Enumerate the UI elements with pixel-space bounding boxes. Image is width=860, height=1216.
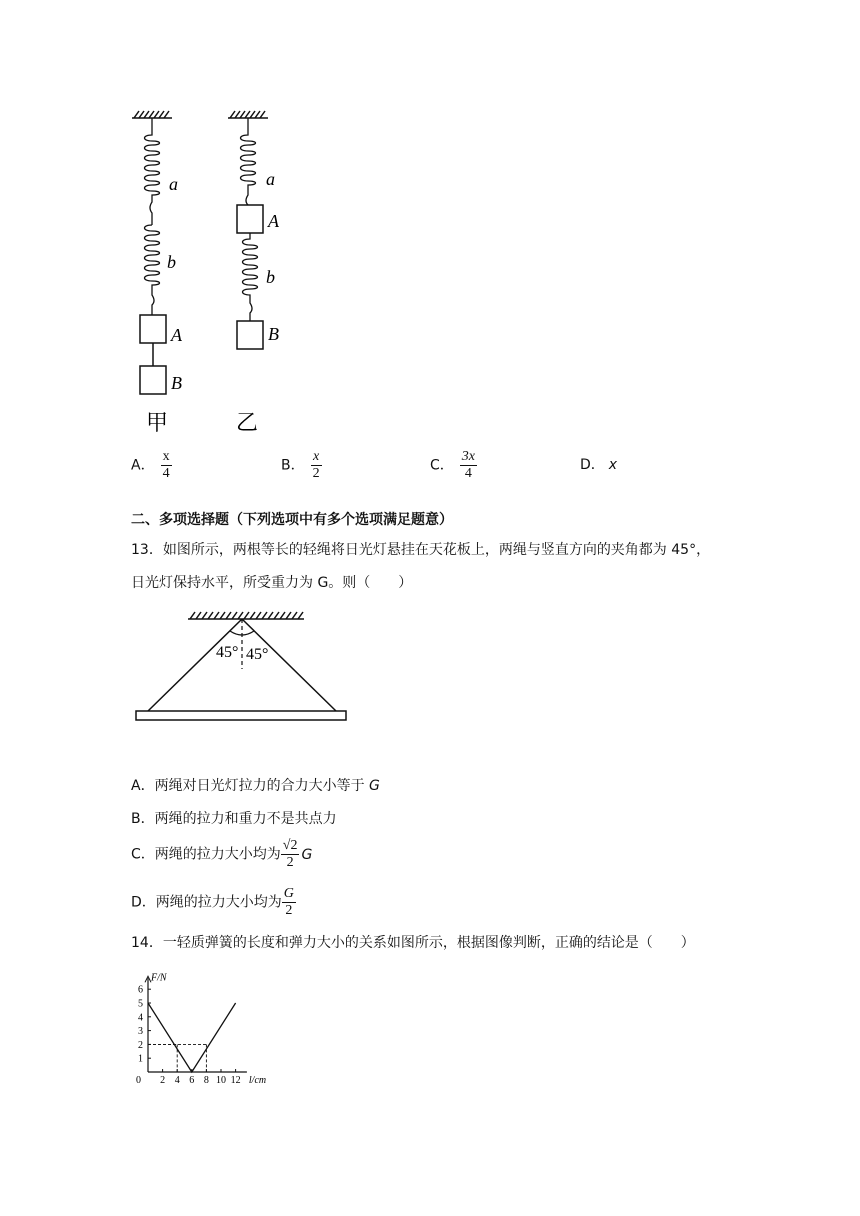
caption-yi: 乙 xyxy=(236,410,259,435)
x-axis-label: l/cm xyxy=(248,1075,267,1086)
label-block-b-yi: B xyxy=(268,324,279,344)
block-a-jia xyxy=(140,315,166,343)
ceiling xyxy=(188,612,304,619)
q13-option-a[interactable]: A．两绳对日光灯拉力的合力大小等于 G xyxy=(131,778,380,794)
q12-option-a[interactable]: A． $\frac{x}{4}$ xyxy=(131,449,170,481)
y-tick-label: 5 xyxy=(138,998,143,1010)
ceiling-jia xyxy=(132,111,172,118)
y-tick-label: 1 xyxy=(138,1053,143,1065)
label-b-jia: b xyxy=(167,252,176,272)
y-tick-label: 2 xyxy=(138,1039,143,1051)
q13-lamp-figure xyxy=(130,605,355,725)
y-axis-label: F/N xyxy=(151,972,167,984)
fraction: $\frac{x}{2}$ xyxy=(312,449,320,481)
spring-b-yi xyxy=(243,233,258,321)
q12-spring-figure xyxy=(120,105,320,440)
rope-left xyxy=(148,619,242,711)
label-b-yi: b xyxy=(266,267,275,287)
origin-label: 0 xyxy=(136,1075,141,1086)
series-line xyxy=(148,1003,236,1072)
q12-option-b[interactable]: B． $\frac{x}{2}$ xyxy=(281,449,320,481)
x-tick-label: 8 xyxy=(203,1075,209,1086)
q13-option-c[interactable]: C．两绳的拉力大小均为 $\frac{√2}{2}$ G xyxy=(131,838,313,870)
q13-stem-line1: 13．如图所示，两根等长的轻绳将日光灯悬挂在天花板上，两绳与竖直方向的夹角都为 45°， xyxy=(131,542,711,558)
label-block-b-jia: B xyxy=(171,373,182,393)
fraction: $\frac{G}{2}$ xyxy=(283,886,294,918)
q14-force-length-chart xyxy=(128,968,268,1090)
y-tick-label: 3 xyxy=(138,1026,143,1038)
fraction: $\frac{3x}{4}$ xyxy=(461,449,475,481)
label-a-jia: a xyxy=(169,174,178,194)
block-a-yi xyxy=(237,205,263,233)
caption-jia: 甲 xyxy=(146,410,169,435)
q12-option-c[interactable]: C． $\frac{3x}{4}$ xyxy=(430,449,475,481)
q14-stem: 14．一轻质弹簧的长度和弹力大小的关系如图所示，根据图像判断，正确的结论是（ ） xyxy=(131,935,695,951)
angle-right-label: 45° xyxy=(246,646,269,663)
y-tick-label: 6 xyxy=(138,984,143,996)
x-tick-label: 6 xyxy=(189,1075,195,1086)
x-tick-label: 4 xyxy=(174,1075,180,1086)
label-a-yi: a xyxy=(266,169,275,189)
label-block-a-yi: A xyxy=(268,211,279,231)
lamp-tube xyxy=(136,711,346,720)
spring-b-jia xyxy=(145,225,160,315)
block-b-jia xyxy=(140,366,166,394)
fraction: $\frac{√2}{2}$ xyxy=(282,838,298,870)
angle-left-label: 45° xyxy=(216,644,239,661)
x-tick-label: 2 xyxy=(160,1075,166,1086)
q13-option-d[interactable]: D．两绳的拉力大小均为 $\frac{G}{2}$ xyxy=(131,886,294,918)
x-tick-label: 10 xyxy=(216,1075,226,1086)
fraction: $\frac{x}{4}$ xyxy=(162,449,170,481)
q13-stem-line2: 日光灯保持水平，所受重力为 G。则（ ） xyxy=(131,575,413,591)
spring-a-yi xyxy=(241,118,256,205)
q13-option-b[interactable]: B．两绳的拉力和重力不是共点力 xyxy=(131,811,337,827)
y-tick-label: 4 xyxy=(138,1012,143,1024)
ceiling-yi xyxy=(228,111,268,118)
q12-option-d[interactable]: D． x xyxy=(580,457,618,473)
spring-a-jia xyxy=(145,118,160,225)
rope-right xyxy=(242,619,336,711)
x-tick-label: 12 xyxy=(230,1075,241,1086)
section-title: 二、多项选择题（下列选项中有多个选项满足题意） xyxy=(131,512,453,528)
block-b-yi xyxy=(237,321,263,349)
label-block-a-jia: A xyxy=(171,325,182,345)
